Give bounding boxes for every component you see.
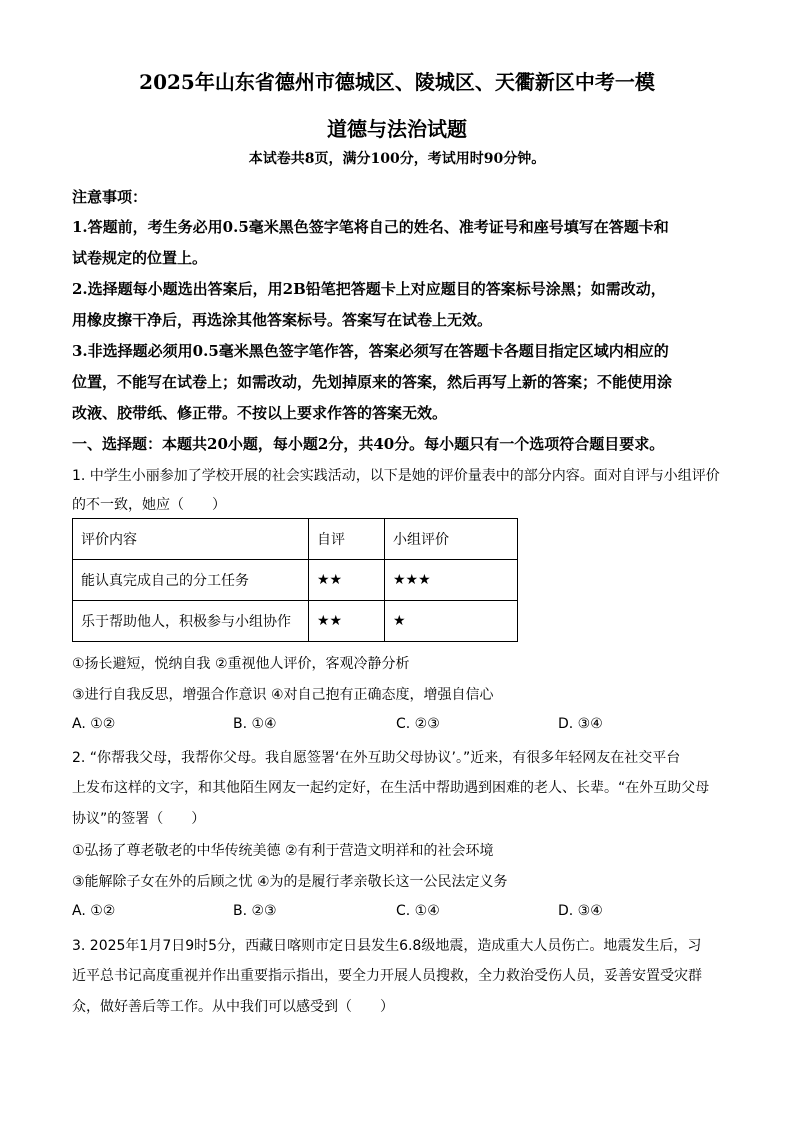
q2-statements-line-2: ③能解除子女在外的后顾之忧 ④为的是履行孝亲敬长这一公民法定义务 bbox=[72, 874, 508, 890]
table-header-cell: 自评 bbox=[309, 519, 385, 560]
q1-stem-line-2: 的不一致，她应（ ） bbox=[72, 497, 226, 513]
q3-stem-line-2: 近平总书记高度重视并作出重要指示指出，要全力开展人员搜救，全力救治受伤人员，妥善安置受灾群 bbox=[72, 968, 702, 984]
q2-option-b: B. ②③ bbox=[233, 903, 277, 919]
section-1-heading: 一、选择题：本题共20小题，每小题2分，共40分。每小题只有一个选项符合题目要求。 bbox=[72, 435, 665, 453]
table-header-cell: 小组评价 bbox=[385, 519, 518, 560]
q2-option-c: C. ①④ bbox=[396, 903, 440, 919]
q1-option-b: B. ①④ bbox=[233, 716, 277, 732]
note-2-line-2: 用橡皮擦干净后，再选涂其他答案标号。答案写在试卷上无效。 bbox=[72, 311, 493, 329]
note-1-line-1: 1.答题前，考生务必用0.5毫米黑色签字笔将自己的姓名、准考证号和座号填写在答题卡和 bbox=[72, 218, 669, 236]
table-cell: ★★★ bbox=[385, 560, 518, 601]
table-header-row bbox=[73, 519, 518, 560]
evaluation-table bbox=[72, 518, 518, 642]
exam-info: 本试卷共8页，满分100分，考试用时90分钟。 bbox=[248, 151, 546, 167]
q2-statements-line-1: ①弘扬了尊老敬老的中华传统美德 ②有利于营造文明祥和的社会环境 bbox=[72, 843, 494, 859]
q1-option-a: A. ①② bbox=[72, 716, 116, 732]
exam-subject-title: 道德与法治试题 bbox=[327, 117, 467, 141]
table-header-cell: 评价内容 bbox=[73, 519, 309, 560]
q2-stem-line-3: 协议”的签署（ ） bbox=[72, 811, 206, 827]
note-3-line-3: 改液、胶带纸、修正带。不按以上要求作答的答案无效。 bbox=[72, 404, 448, 422]
table-cell: ★★ bbox=[309, 601, 385, 642]
table-row bbox=[73, 601, 518, 642]
note-2-line-1: 2.选择题每小题选出答案后，用2B铅笔把答题卡上对应题目的答案标号涂黑；如需改动， bbox=[72, 280, 666, 298]
table-cell: ★★ bbox=[309, 560, 385, 601]
q3-stem-line-1: 3. 2025年1月7日9时5分，西藏日喀则市定日县发生6.8级地震，造成重大人员伤亡。地震发生后，习 bbox=[72, 938, 702, 954]
table-cell: 能认真完成自己的分工任务 bbox=[73, 560, 309, 601]
q2-stem-line-2: 上发布这样的文字，和其他陌生网友一起约定好，在生活中帮助遇到困难的老人、长辈。“在外互助父母 bbox=[72, 780, 710, 796]
q2-option-a: A. ①② bbox=[72, 903, 116, 919]
notes-heading: 注意事项： bbox=[72, 188, 148, 206]
q1-stem-line-1: 1. 中学生小丽参加了学校开展的社会实践活动，以下是她的评价量表中的部分内容。面对自评与小组评价 bbox=[72, 468, 720, 484]
table-cell: ★ bbox=[385, 601, 518, 642]
note-3-line-1: 3.非选择题必须用0.5毫米黑色签字笔作答，答案必须写在答题卡各题目指定区域内相应的 bbox=[72, 342, 669, 360]
table-cell: 乐于帮助他人，积极参与小组协作 bbox=[73, 601, 309, 642]
q1-statements-line-1: ①扬长避短，悦纳自我 ②重视他人评价，客观冷静分析 bbox=[72, 656, 410, 672]
q1-statements-line-2: ③进行自我反思，增强合作意识 ④对自己抱有正确态度，增强自信心 bbox=[72, 687, 494, 703]
q2-option-d: D. ③④ bbox=[558, 903, 603, 919]
note-3-line-2: 位置，不能写在试卷上；如需改动，先划掉原来的答案，然后再写上新的答案；不能使用涂 bbox=[72, 373, 673, 391]
q2-stem-line-1: 2. “你帮我父母，我帮你父母。我自愿签署‘在外互助父母协议’。”近来，有很多年轻网友在社交平台 bbox=[72, 750, 681, 766]
q1-option-c: C. ②③ bbox=[396, 716, 440, 732]
note-1-line-2: 试卷规定的位置上。 bbox=[72, 249, 208, 267]
table-row bbox=[73, 560, 518, 601]
q1-option-d: D. ③④ bbox=[558, 716, 603, 732]
exam-title: 2025年山东省德州市德城区、陵城区、天衢新区中考一模 bbox=[139, 70, 655, 94]
q3-stem-line-3: 众，做好善后等工作。从中我们可以感受到（ ） bbox=[72, 999, 394, 1015]
